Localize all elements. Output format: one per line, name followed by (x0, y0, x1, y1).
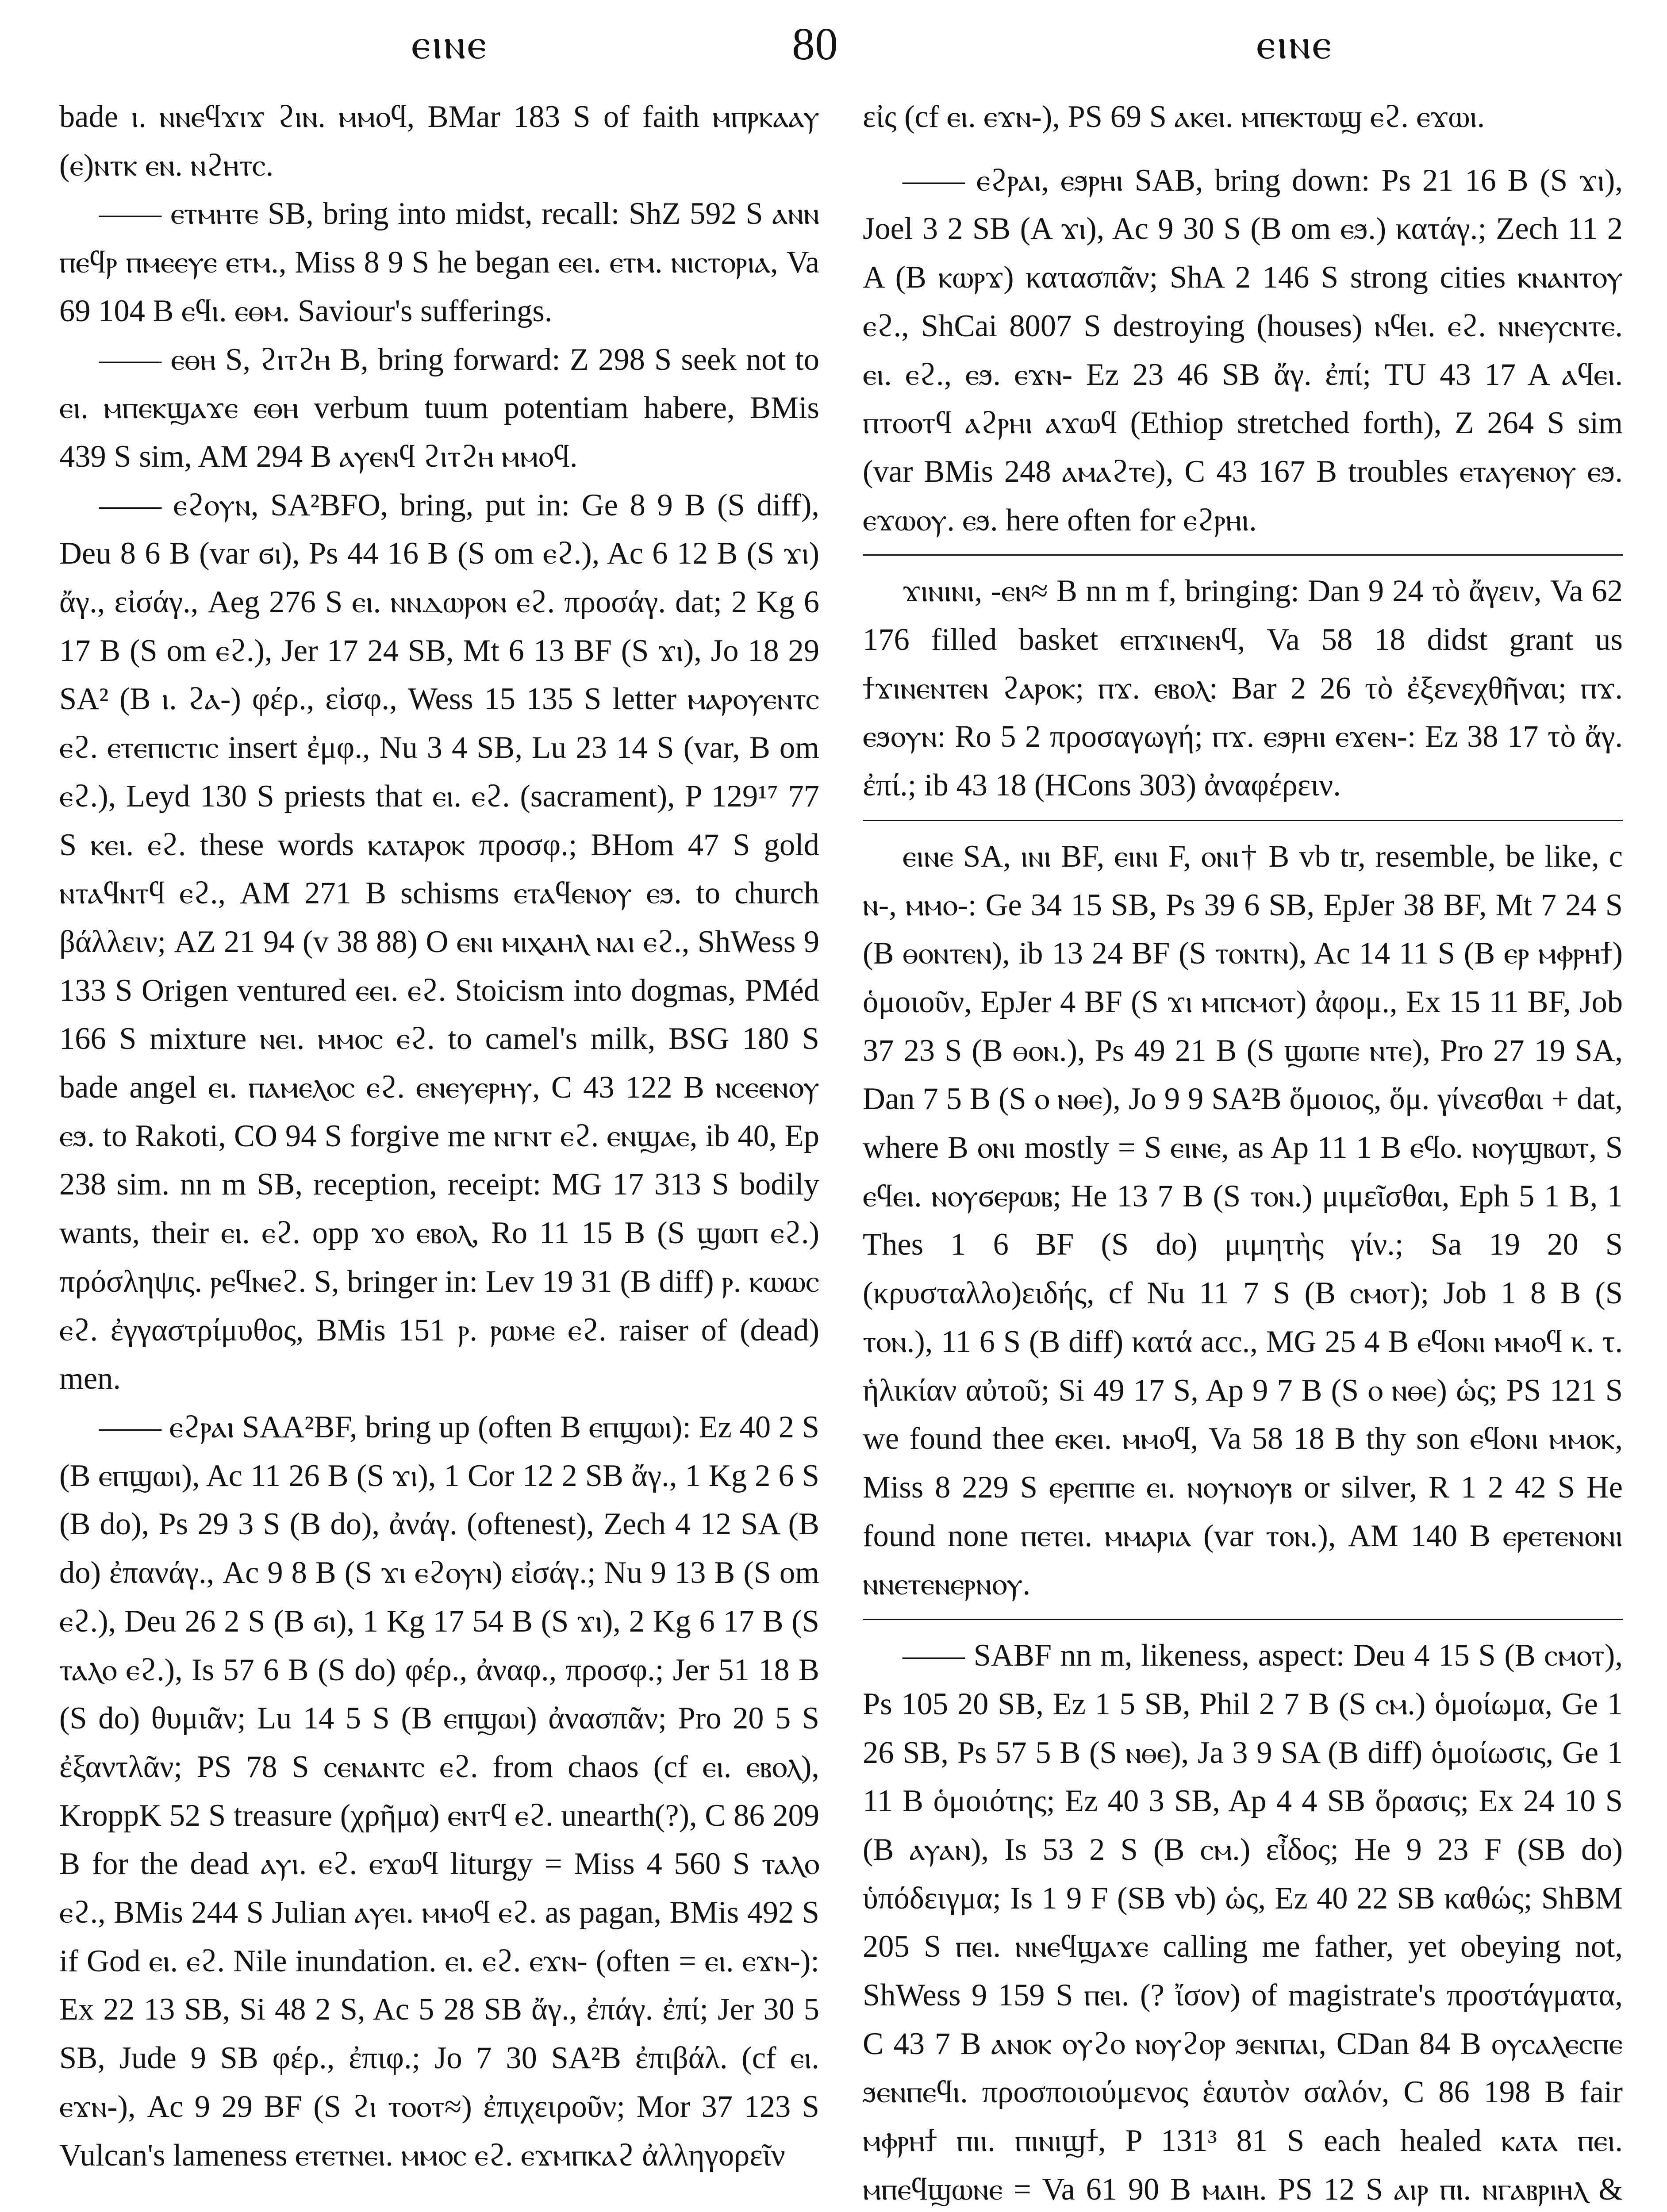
entry-paragraph: εἰς (cf ⲉⲓ. ⲉϫⲛ-), PS 69 S ⲁⲕⲉⲓ. ⲙⲡⲉⲕⲧⲱϣ ⲉϩ. ⲉϫⲱⲓ. (863, 100, 1485, 134)
entry-paragraph: —— ⲉϩⲣⲁⲓ, ⲉϧⲣⲏⲓ SAB, bring down: Ps 21 16 B (S ϫⲓ), Joel 3 2 SB (A ϫⲓ), Ac 9 30 S (B om ⲉϧ.) κατάγ.; Zech 11 2 A (B ⲕⲱⲣϫ) κατασπᾶν; ShA 2 146 S strong cities ⲕⲛⲁⲛⲧⲟⲩ ⲉϩ., ShCai 8007 S destroying (houses) ⲛϥⲉⲓ. ⲉϩ. ⲛⲛⲉⲩⲥⲛⲧⲉ. ⲉⲓ. ⲉϩ., ⲉϧ. ⲉϫⲛ- Ez 23 46 SB ἄγ. ἐπί; TU 43 17 A ⲁϥⲉⲓ. ⲡⲧⲟⲟⲧϥ ⲁϩⲣⲏⲓ ⲁϫⲱϥ (Ethiop stretched forth), Z 264 S sim (var BMis 248 ⲁⲙⲁϩⲧⲉ), C 43 167 B troubles ⲉⲧⲁⲩⲉⲛⲟⲩ ⲉϧ. ⲉϫⲱⲟⲩ. ⲉϧ. here often for ⲉϩⲣⲏⲓ. (863, 163, 1623, 538)
left-column (59, 93, 819, 2180)
entry-paragraph: —— ⲉⲧⲙⲏⲧⲉ SB, bring into midst, recall: ShZ 592 S ⲁⲛⲛ ⲡⲉϥⲣ ⲡⲙⲉⲉⲩⲉ ⲉⲧⲙ., Miss 8 9 S he began ⲉⲉⲓ. ⲉⲧⲙ. ⲛⲓⲥⲧⲟⲣⲓⲁ, Va 69 104 B ⲉϥⲓ. ⲉⲑⲙ. Saviour's sufferings. (59, 196, 819, 328)
entry-paragraph: —— ⲉϩⲟⲩⲛ, SA²BFO, bring, put in: Ge 8 9 B (S diff), Deu 8 6 B (var ϭⲓ), Ps 44 16 B (S om ⲉϩ.), Ac 6 12 B (S ϫⲓ) ἄγ., εἰσάγ., Aeg 276 S ⲉⲓ. ⲛⲛⲇⲱⲣⲟⲛ ⲉϩ. προσάγ. dat; 2 Kg 6 17 B (S om ⲉϩ.), Jer 17 24 SB, Mt 6 13 BF (S ϫⲓ), Jo 18 29 SA² (B ⲓ. ϩⲁ-) φέρ., εἰσφ., Wess 15 135 S letter ⲙⲁⲣⲟⲩⲉⲛⲧⲥ ⲉϩ. ⲉⲧⲉⲡⲓⲥⲧⲓⲥ insert ἐμφ., Nu 3 4 SB, Lu 23 14 S (var, B om ⲉϩ.), Leyd 130 S priests that ⲉⲓ. ⲉϩ. (sacrament), P 129¹⁷ 77 S ⲕⲉⲓ. ⲉϩ. these words ⲕⲁⲧⲁⲣⲟⲕ προσφ.; BHom 47 S gold ⲛⲧⲁϥⲛⲧϥ ⲉϩ., AM 271 B schisms ⲉⲧⲁϥⲉⲛⲟⲩ ⲉϧ. to church βάλλειν; AZ 21 94 (v 38 88) O ⲉⲛⲓ ⲙⲓⲭⲁⲏⲗ ⲛⲁⲓ ⲉϩ., ShWess 9 133 S Origen ventured ⲉⲉⲓ. ⲉϩ. Stoicism into dogmas, PMéd 166 S mixture ⲛⲉⲓ. ⲙⲙⲟⲥ ⲉϩ. to camel's milk, BSG 180 S bade angel ⲉⲓ. ⲡⲁⲙⲉⲗⲟⲥ ⲉϩ. ⲉⲛⲉⲩⲉⲣⲏⲩ, C 43 122 B ⲛⲥⲉⲉⲛⲟⲩ ⲉϧ. to Rakoti, CO 94 S forgive me ⲛⲅⲛⲧ ⲉϩ. ⲉⲛϣⲁⲉ, ib 40, Ep 238 sim. nn m SB, reception, receipt: MG 17 313 S bodily wants, their ⲉⲓ. ⲉϩ. opp ϫⲟ ⲉⲃⲟⲗ, Ro 11 15 B (S ϣⲱⲡ ⲉϩ.) πρόσληψις. ⲣⲉϥⲛⲉϩ. S, bringer in: Lev 19 31 (B diff) ⲣ. ⲕⲱⲱⲥ ⲉϩ. ἐγγαστρίμυθος, BMis 151 ⲣ. ⲣⲱⲙⲉ ⲉϩ. raiser of (dead) men. (59, 488, 819, 1396)
entry-paragraph: —— ⲉϩⲣⲁⲓ SAA²BF, bring up (often B ⲉⲡϣⲱⲓ): Ez 40 2 S (B ⲉⲡϣⲱⲓ), Ac 11 26 B (S ϫⲓ), 1 Cor 12 2 SB ἄγ., 1 Kg 2 6 S (B do), Ps 29 3 S (B do), ἀνάγ. (oftenest), Zech 4 12 SA (B do) ἐπανάγ., Ac 9 8 B (S ϫⲓ ⲉϩⲟⲩⲛ) εἰσάγ.; Nu 9 13 B (S om ⲉϩ.), Deu 26 2 S (B ϭⲓ), 1 Kg 17 54 B (S ϫⲓ), 2 Kg 6 17 B (S ⲧⲁⲗⲟ ⲉϩ.), Is 57 6 B (S do) φέρ., ἀναφ., προσφ.; Jer 51 18 B (S do) θυμιᾶν; Lu 14 5 S (B ⲉⲡϣⲱⲓ) ἀνασπᾶν; Pro 20 5 S ἐξαντλᾶν; PS 78 S ⲥⲉⲛⲁⲛⲧⲥ ⲉϩ. from chaos (cf ⲉⲓ. ⲉⲃⲟⲗ), KroppK 52 S treasure (χρῆμα) ⲉⲛⲧϥ ⲉϩ. unearth(?), C 86 209 B for the dead ⲁⲩⲓ. ⲉϩ. ⲉϫⲱϥ liturgy = Miss 4 560 S ⲧⲁⲗⲟ ⲉϩ., BMis 244 S Julian ⲁⲩⲉⲓ. ⲙⲙⲟϥ ⲉϩ. as pagan, BMis 492 S if God ⲉⲓ. ⲉϩ. Nile inundation. ⲉⲓ. ⲉϩ. ⲉϫⲛ- (often = ⲉⲓ. ⲉϫⲛ-): Ex 22 13 SB, Si 48 2 S, Ac 5 28 SB ἄγ., ἐπάγ. ἐπί; Jer 30 5 SB, Jude 9 SB φέρ., ἐπιφ.; Jo 7 30 SA²B ἐπιβάλ. (cf ⲉⲓ. ⲉϫⲛ-), Ac 9 29 BF (S ϩⲓ ⲧⲟⲟⲧ≈) ἐπιχειροῦν; Mor 37 123 S Vulcan's lameness ⲉⲧⲉⲧⲛⲉⲓ. ⲙⲙⲟⲥ ⲉϩ. ⲉϫⲙⲡⲕⲁϩ ἀλληγορεῖν (59, 1409, 819, 2173)
entry-paragraph: bade ⲓ. ⲛⲛⲉϥϫⲓϫ ϩⲓⲛ. ⲙⲙⲟϥ, BMar 183 S of faith ⲙⲡⲣⲕⲁⲁⲩ (ⲉ)ⲛⲧⲕ ⲉⲛ. ⲛϩⲏⲧⲥ. (59, 100, 819, 183)
section-divider (863, 1619, 1623, 1620)
section-divider (863, 554, 1623, 556)
page-number: 80 (792, 19, 838, 69)
spacer (863, 142, 1623, 157)
running-head-left: ⲉⲓⲛⲉ (411, 20, 488, 68)
section-divider (863, 820, 1623, 821)
running-head-right: ⲉⲓⲛⲉ (1256, 20, 1333, 68)
entry-paragraph: —— ⲉⲑⲏ S, ϩⲓⲧϩⲏ B, bring forward: Z 298 S seek not to ⲉⲓ. ⲙⲡⲉⲕϣⲁϫⲉ ⲉⲑⲏ verbum tuum potentiam habere, BMis 439 S sim, AM 294 B ⲁⲩⲉⲛϥ ϩⲓⲧϩⲏ ⲙⲙⲟϥ. (59, 342, 819, 474)
entry-paragraph: ϫⲓⲛⲓⲛⲓ, -ⲉⲛ≈ B nn m f, bringing: Dan 9 24 τὸ ἄγειν, Va 62 176 filled basket ⲉⲡϫⲓⲛⲉⲛϥ, Va 58 18 didst grant us ϯϫⲓⲛⲉⲛⲧⲉⲛ ϩⲁⲣⲟⲕ; ⲡϫ. ⲉⲃⲟⲗ: Bar 2 26 τὸ ἐξενεχθῆναι; ⲡϫ. ⲉϧⲟⲩⲛ: Ro 5 2 προσαγωγή; ⲡϫ. ⲉϧⲣⲏⲓ ⲉϫⲉⲛ-: Ez 38 17 τὸ ἄγ. ἐπί.; ib 43 18 (HCons 303) ἀναφέρειν. (863, 574, 1623, 803)
right-column (863, 93, 1623, 2212)
headword-entry: ⲉⲓⲛⲉ SA, ⲓⲛⲓ BF, ⲉⲓⲛⲓ F, ⲟⲛⲓ† B vb tr, resemble, be like, c ⲛ-, ⲙⲙⲟ-: Ge 34 15 SB, Ps 39 6 SB, EpJer 38 BF, Mt 7 24 S (B ⲑⲟⲛⲧⲉⲛ), ib 13 24 BF (S ⲧⲟⲛⲧⲛ), Ac 14 11 S (B ⲉⲣ ⲙⲫⲣⲏϯ) ὁμοιοῦν, EpJer 4 BF (S ϫⲓ ⲙⲡⲥⲙⲟⲧ) ἀφομ., Ex 15 11 BF, Job 37 23 S (B ⲑⲟⲛ.), Ps 49 21 B (S ϣⲱⲡⲉ ⲛⲧⲉ), Pro 27 19 SA, Dan 7 5 B (S ⲟ ⲛⲑⲉ), Jo 9 9 SA²B ὅμοιος, ὅμ. γίνεσθαι + dat, where B ⲟⲛⲓ mostly = S ⲉⲓⲛⲉ, as Ap 11 1 B ⲉϥⲟ. ⲛⲟⲩϣⲃⲱⲧ, S ⲉϥⲉⲓ. ⲛⲟⲩϭⲉⲣⲱⲃ; He 13 7 B (S ⲧⲟⲛ.) μιμεῖσθαι, Eph 5 1 B, 1 Thes 1 6 BF (S do) μιμητὴς γίν.; Sa 19 20 S (κρυσταλλο)ειδής, cf Nu 11 7 S (B ⲥⲙⲟⲧ); Job 1 8 B (S ⲧⲟⲛ.), 11 6 S (B diff) κατά acc., MG 25 4 B ⲉϥⲟⲛⲓ ⲙⲙⲟϥ κ. τ. ἡλικίαν αὐτοῦ; Si 49 17 S, Ap 9 7 B (S ⲟ ⲛⲑⲉ) ὡς; PS 121 S we found thee ⲉⲕⲉⲓ. ⲙⲙⲟϥ, Va 58 18 B thy son ⲉϥⲟⲛⲓ ⲙⲙⲟⲕ, Miss 8 229 S ⲉⲣⲉⲡⲡⲉ ⲉⲓ. ⲛⲟⲩⲛⲟⲩⲃ or silver, R 1 2 42 S He found none ⲡⲉⲧⲉⲓ. ⲙⲙⲁⲣⲓⲁ (var ⲧⲟⲛ.), AM 140 B ⲉⲣⲉⲧⲉⲛⲟⲛⲓ ⲛⲛⲉⲧⲉⲛⲉⲣⲛⲟⲩ. (863, 839, 1623, 1602)
entry-paragraph: —— SABF nn m, likeness, aspect: Deu 4 15 S (B ⲥⲙⲟⲧ), Ps 105 20 SB, Ez 1 5 SB, Phil 2 7 B (S ⲥⲙ.) ὁμοίωμα, Ge 1 26 SB, Ps 57 5 B (S ⲛⲑⲉ), Ja 3 9 SA (B diff) ὁμοίωσις, Ge 1 11 B ὁμοιότης; Ez 40 3 SB, Ap 4 4 SB ὅρασις; Ex 24 10 S (B ⲁⲩⲁⲛ), Is 53 2 S (B ⲥⲙ.) εἶδος; He 9 23 F (SB do) ὑπόδειγμα; Is 1 9 F (SB vb) ὡς, Ez 40 22 SB καθώς; ShBM 205 S ⲡⲉⲓ. ⲛⲛⲉϥϣⲁϫⲉ calling me father, yet obeying not, ShWess 9 159 S ⲡⲉⲓ. (? ἴσον) of magistrate's προστάγματα, C 43 7 B ⲁⲛⲟⲕ ⲟⲩϩⲟ ⲛⲟⲩϩⲟⲣ ϧⲉⲛⲡⲁⲓ, CDan 84 B ⲟⲩⲥⲁⲗⲉⲥⲡⲉ ϧⲉⲛⲡⲉϥⲓ. προσποιούμενος ἑαυτὸν σαλόν, C 86 198 B fair ⲙⲫⲣⲏϯ ⲡⲓⲓ. ⲡⲓⲛⲓϣϯ, P 131³ 81 S each healed ⲕⲁⲧⲁ ⲡⲉⲓ. ⲙⲡⲉϥϣⲱⲛⲉ = Va 61 90 B ⲙⲁⲓⲏ. PS 12 S ⲁⲓⲣ ⲡⲓ. ⲛⲅⲁⲃⲣⲓⲏⲗ & (863, 1638, 1623, 2207)
